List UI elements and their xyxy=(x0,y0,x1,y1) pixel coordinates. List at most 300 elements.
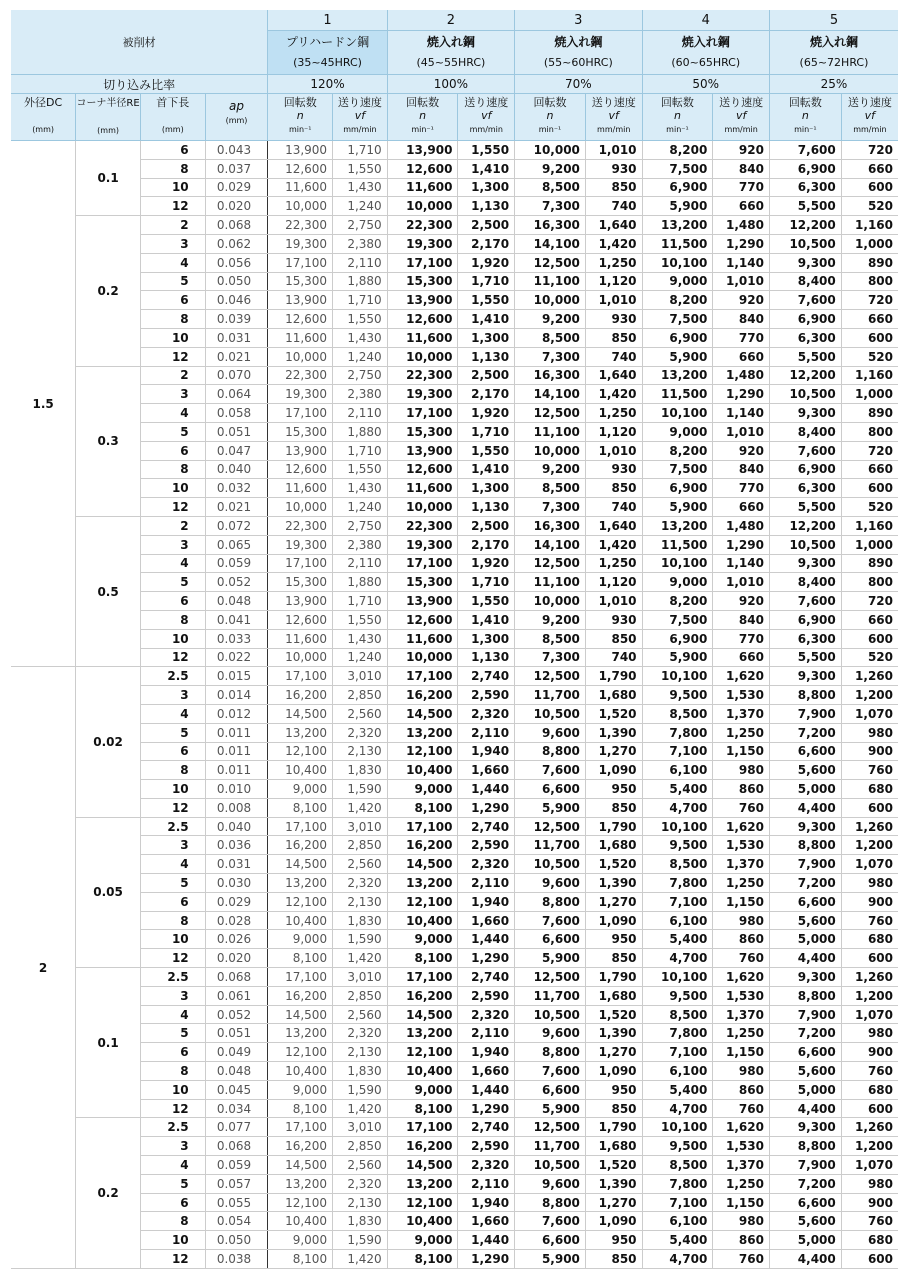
group-4-rev-header-symbol: n xyxy=(673,109,681,122)
ap-cell: 0.026 xyxy=(205,930,268,949)
table-row xyxy=(11,516,898,535)
group-3-rev-cell: 14,100 xyxy=(515,385,586,404)
group-3-feed-cell: 1,420 xyxy=(585,535,642,554)
group-4-rev-cell: 8,500 xyxy=(642,855,713,874)
group-2-feed-cell: 2,320 xyxy=(458,1156,515,1175)
group-3-feed-cell: 1,090 xyxy=(585,911,642,930)
group-3-feed-cell: 1,120 xyxy=(585,573,642,592)
group-3-rev-cell: 8,800 xyxy=(515,742,586,761)
group-1-feed-cell: 2,320 xyxy=(333,1024,388,1043)
group-3-rev-cell: 7,300 xyxy=(515,197,586,216)
group-5-feed-cell: 900 xyxy=(841,1043,898,1062)
table-row xyxy=(11,573,898,592)
group-4-ratio: 50% xyxy=(642,75,769,94)
group-1-rev-cell: 11,600 xyxy=(268,178,333,197)
group-4-feed-header-symbol: vf xyxy=(735,109,747,122)
group-5-feed-cell: 660 xyxy=(841,159,898,178)
group-5-rev-cell: 8,400 xyxy=(769,422,841,441)
group-4-rev-cell: 11,500 xyxy=(642,535,713,554)
group-1-feed-cell: 2,560 xyxy=(333,704,388,723)
group-2-rev-cell: 11,600 xyxy=(387,178,458,197)
group-2-ratio: 100% xyxy=(387,75,514,94)
group-5-rev-cell: 6,300 xyxy=(769,178,841,197)
group-2-feed-cell: 2,320 xyxy=(458,704,515,723)
group-1-feed-cell: 2,130 xyxy=(333,892,388,911)
group-3-feed-cell: 1,270 xyxy=(585,1043,642,1062)
ap-cell: 0.061 xyxy=(205,986,268,1005)
group-1-rev-cell: 17,100 xyxy=(268,554,333,573)
neck-length-cell: 4 xyxy=(140,253,205,272)
ap-cell: 0.077 xyxy=(205,1118,268,1137)
group-3-feed-cell: 1,270 xyxy=(585,892,642,911)
group-3-rev-cell: 8,800 xyxy=(515,1043,586,1062)
group-2-feed-cell: 1,550 xyxy=(458,291,515,310)
group-5-rev-cell: 10,500 xyxy=(769,234,841,253)
ap-cell: 0.065 xyxy=(205,535,268,554)
ratio-label: 切り込み比率 xyxy=(11,75,268,94)
group-5-feed-cell: 890 xyxy=(841,554,898,573)
group-2-rev-cell: 10,400 xyxy=(387,911,458,930)
group-4-rev-cell: 9,500 xyxy=(642,1137,713,1156)
table-row xyxy=(11,836,898,855)
group-5-feed-cell: 1,000 xyxy=(841,385,898,404)
table-row xyxy=(11,1062,898,1081)
group-5-feed-cell: 660 xyxy=(841,610,898,629)
re-header xyxy=(76,94,141,141)
neck-length-cell: 5 xyxy=(140,422,205,441)
group-5-feed-cell: 1,070 xyxy=(841,704,898,723)
group-5-feed-cell: 520 xyxy=(841,498,898,517)
ap-cell: 0.045 xyxy=(205,1080,268,1099)
group-3-feed-cell: 850 xyxy=(585,328,642,347)
table-row xyxy=(11,141,898,160)
group-1-feed-cell: 1,880 xyxy=(333,573,388,592)
ap-cell: 0.059 xyxy=(205,1156,268,1175)
ap-cell: 0.052 xyxy=(205,1005,268,1024)
table-header xyxy=(11,10,898,141)
group-2-rev-cell: 12,600 xyxy=(387,159,458,178)
neck-length-cell: 8 xyxy=(140,310,205,329)
neck-length-cell: 6 xyxy=(140,742,205,761)
group-4-rev-cell: 7,100 xyxy=(642,1193,713,1212)
group-2-rev-cell: 14,500 xyxy=(387,704,458,723)
group-4-rev-cell: 13,200 xyxy=(642,516,713,535)
group-4-number: 4 xyxy=(642,10,769,31)
group-5-rev-cell: 7,900 xyxy=(769,1005,841,1024)
group-5-feed-cell: 600 xyxy=(841,1099,898,1118)
table-row xyxy=(11,723,898,742)
group-2-rev-header-symbol: n xyxy=(419,109,427,122)
group-5-feed-cell: 1,260 xyxy=(841,968,898,987)
group-1-feed-cell: 1,420 xyxy=(333,1250,388,1269)
neck-length-cell: 3 xyxy=(140,385,205,404)
group-1-feed-cell: 1,550 xyxy=(333,460,388,479)
group-3-rev-cell: 16,300 xyxy=(515,366,586,385)
table-row xyxy=(11,216,898,235)
group-1-rev-cell: 11,600 xyxy=(268,629,333,648)
group-2-rev-cell: 15,300 xyxy=(387,422,458,441)
group-2-feed-cell: 1,660 xyxy=(458,761,515,780)
corner-radius-cell: 0.2 xyxy=(76,1118,141,1268)
group-5-feed-cell: 1,000 xyxy=(841,234,898,253)
group-4-feed-cell: 920 xyxy=(713,141,770,160)
group-1-feed-cell: 1,880 xyxy=(333,422,388,441)
neck-length-cell: 3 xyxy=(140,686,205,705)
group-5-feed-cell: 1,260 xyxy=(841,1118,898,1137)
group-1-rev-cell: 13,200 xyxy=(268,1024,333,1043)
neck-length-cell: 10 xyxy=(140,930,205,949)
ap-cell: 0.058 xyxy=(205,404,268,423)
re-header-label: コーナ半径RE xyxy=(76,98,140,109)
ap-cell: 0.020 xyxy=(205,949,268,968)
group-1-rev-cell: 15,300 xyxy=(268,573,333,592)
ap-cell: 0.031 xyxy=(205,328,268,347)
group-2-rev-cell: 9,000 xyxy=(387,1080,458,1099)
group-2-rev-cell: 9,000 xyxy=(387,780,458,799)
ap-cell: 0.037 xyxy=(205,159,268,178)
group-5-feed-cell: 600 xyxy=(841,1250,898,1269)
table-row xyxy=(11,366,898,385)
group-2-feed-cell: 1,940 xyxy=(458,892,515,911)
group-3-feed-cell: 930 xyxy=(585,460,642,479)
group-2-rev-cell: 17,100 xyxy=(387,667,458,686)
neck-length-cell: 12 xyxy=(140,798,205,817)
group-1-rev-cell: 16,200 xyxy=(268,986,333,1005)
group-2-feed-cell: 1,920 xyxy=(458,253,515,272)
ap-cell: 0.048 xyxy=(205,1062,268,1081)
table-row xyxy=(11,1156,898,1175)
group-5-rev-cell: 9,300 xyxy=(769,817,841,836)
group-2-feed-cell: 2,110 xyxy=(458,1024,515,1043)
group-1-rev-cell: 22,300 xyxy=(268,216,333,235)
group-2-feed-cell: 2,590 xyxy=(458,686,515,705)
group-4-rev-cell: 7,500 xyxy=(642,310,713,329)
group-3-number: 3 xyxy=(515,10,642,31)
group-4-rev-cell: 9,000 xyxy=(642,573,713,592)
group-4-rev-cell: 8,200 xyxy=(642,141,713,160)
group-1-feed-cell: 2,110 xyxy=(333,554,388,573)
ap-cell: 0.051 xyxy=(205,1024,268,1043)
neck-length-cell: 2 xyxy=(140,216,205,235)
group-3-rev-cell: 11,100 xyxy=(515,573,586,592)
table-row xyxy=(11,272,898,291)
group-1-rev-cell: 13,900 xyxy=(268,141,333,160)
group-3-feed-cell: 740 xyxy=(585,648,642,667)
group-3-feed-cell: 1,390 xyxy=(585,723,642,742)
group-4-material: 焼入れ鋼 xyxy=(642,31,769,52)
group-1-rev-cell: 15,300 xyxy=(268,272,333,291)
group-2-feed-cell: 2,740 xyxy=(458,968,515,987)
group-3-feed-cell: 1,010 xyxy=(585,441,642,460)
neck-length-cell: 8 xyxy=(140,761,205,780)
group-5-feed-cell: 680 xyxy=(841,780,898,799)
group-3-feed-header-symbol: vf xyxy=(608,109,619,122)
ap-cell: 0.068 xyxy=(205,1137,268,1156)
group-1-feed-cell: 2,850 xyxy=(333,836,388,855)
group-2-feed-cell: 1,130 xyxy=(458,347,515,366)
group-2-rev-cell: 8,100 xyxy=(387,1099,458,1118)
group-3-rev-cell: 12,500 xyxy=(515,817,586,836)
neck-length-cell: 2 xyxy=(140,516,205,535)
table-row xyxy=(11,1250,898,1269)
group-4-rev-cell: 6,100 xyxy=(642,1212,713,1231)
group-2-rev-header xyxy=(387,94,458,141)
group-5-rev-cell: 5,500 xyxy=(769,197,841,216)
group-3-feed-cell: 1,120 xyxy=(585,422,642,441)
neck-length-cell: 3 xyxy=(140,986,205,1005)
group-2-rev-cell: 15,300 xyxy=(387,573,458,592)
group-4-rev-cell: 7,500 xyxy=(642,610,713,629)
group-4-feed-cell: 1,370 xyxy=(713,704,770,723)
group-1-rev-cell: 12,600 xyxy=(268,610,333,629)
group-4-feed-cell: 1,370 xyxy=(713,855,770,874)
group-3-rev-cell: 12,500 xyxy=(515,968,586,987)
group-4-feed-cell: 1,370 xyxy=(713,1005,770,1024)
group-1-rev-cell: 22,300 xyxy=(268,366,333,385)
group-4-feed-cell: 660 xyxy=(713,648,770,667)
group-3-rev-cell: 7,300 xyxy=(515,498,586,517)
group-1-rev-cell: 12,100 xyxy=(268,1043,333,1062)
neck-length-cell: 3 xyxy=(140,1137,205,1156)
neck-length-cell: 12 xyxy=(140,648,205,667)
group-5-rev-header-symbol: n xyxy=(801,109,809,122)
ap-cell: 0.068 xyxy=(205,216,268,235)
ap-cell: 0.032 xyxy=(205,479,268,498)
table-row xyxy=(11,1212,898,1231)
group-2-rev-cell: 19,300 xyxy=(387,535,458,554)
group-3-rev-cell: 12,500 xyxy=(515,404,586,423)
group-1-feed-cell: 2,130 xyxy=(333,1193,388,1212)
group-4-rev-cell: 5,900 xyxy=(642,347,713,366)
group-1-rev-cell: 11,600 xyxy=(268,479,333,498)
group-2-feed-cell: 2,500 xyxy=(458,366,515,385)
group-4-rev-cell: 7,100 xyxy=(642,892,713,911)
neck-length-cell: 3 xyxy=(140,234,205,253)
group-3-feed-cell: 1,120 xyxy=(585,272,642,291)
group-2-rev-cell: 13,900 xyxy=(387,291,458,310)
group-5-rev-cell: 9,300 xyxy=(769,667,841,686)
neck-length-cell: 8 xyxy=(140,911,205,930)
ap-cell: 0.011 xyxy=(205,742,268,761)
group-4-feed-cell: 1,250 xyxy=(713,723,770,742)
group-3-rev-cell: 16,300 xyxy=(515,216,586,235)
group-5-rev-header-unit: min⁻¹ xyxy=(794,125,817,134)
group-1-rev-cell: 19,300 xyxy=(268,535,333,554)
group-2-feed-cell: 1,130 xyxy=(458,498,515,517)
ap-cell: 0.034 xyxy=(205,1099,268,1118)
group-2-feed-cell: 2,170 xyxy=(458,535,515,554)
group-1-feed-cell: 2,850 xyxy=(333,686,388,705)
neck-length-cell: 10 xyxy=(140,328,205,347)
group-5-feed-cell: 1,260 xyxy=(841,817,898,836)
group-1-feed-cell: 2,110 xyxy=(333,404,388,423)
group-3-rev-cell: 6,600 xyxy=(515,780,586,799)
outer-diameter-cell: 2 xyxy=(11,667,76,1269)
group-3-rev-cell: 9,200 xyxy=(515,310,586,329)
group-5-feed-cell: 760 xyxy=(841,761,898,780)
group-1-rev-header-symbol: n xyxy=(296,109,304,122)
group-3-feed-cell: 1,010 xyxy=(585,291,642,310)
group-1-rev-cell: 14,500 xyxy=(268,704,333,723)
group-4-rev-cell: 5,900 xyxy=(642,197,713,216)
group-5-feed-cell: 520 xyxy=(841,648,898,667)
group-2-feed-cell: 1,940 xyxy=(458,1193,515,1212)
group-2-rev-cell: 12,100 xyxy=(387,1193,458,1212)
group-3-rev-header-label: 回転数 xyxy=(533,96,567,109)
group-5-feed-cell: 600 xyxy=(841,798,898,817)
group-2-feed-cell: 1,940 xyxy=(458,1043,515,1062)
group-1-rev-cell: 10,400 xyxy=(268,1212,333,1231)
neck-length-cell: 5 xyxy=(140,723,205,742)
group-4-rev-header xyxy=(642,94,713,141)
group-1-rev-cell: 10,000 xyxy=(268,347,333,366)
group-3-rev-cell: 11,700 xyxy=(515,1137,586,1156)
group-3-feed-cell: 1,520 xyxy=(585,704,642,723)
group-1-rev-cell: 10,000 xyxy=(268,648,333,667)
group-1-rev-cell: 16,200 xyxy=(268,836,333,855)
group-2-rev-cell: 13,900 xyxy=(387,141,458,160)
group-3-feed-cell: 1,680 xyxy=(585,686,642,705)
group-1-rev-cell: 10,400 xyxy=(268,761,333,780)
group-2-feed-cell: 1,550 xyxy=(458,592,515,611)
group-4-feed-cell: 980 xyxy=(713,1062,770,1081)
group-1-feed-header-unit: mm/min xyxy=(343,125,377,134)
group-4-feed-cell: 1,290 xyxy=(713,385,770,404)
group-1-feed-cell: 1,830 xyxy=(333,1062,388,1081)
ap-cell: 0.031 xyxy=(205,855,268,874)
group-5-rev-cell: 5,600 xyxy=(769,761,841,780)
group-4-rev-cell: 10,100 xyxy=(642,404,713,423)
group-5-rev-cell: 7,600 xyxy=(769,441,841,460)
group-3-rev-cell: 5,900 xyxy=(515,798,586,817)
group-4-feed-cell: 860 xyxy=(713,1231,770,1250)
group-5-feed-cell: 890 xyxy=(841,253,898,272)
group-5-rev-cell: 6,300 xyxy=(769,328,841,347)
group-4-feed-cell: 660 xyxy=(713,197,770,216)
group-5-rev-cell: 9,300 xyxy=(769,404,841,423)
group-2-feed-cell: 2,110 xyxy=(458,723,515,742)
group-2-feed-cell: 1,550 xyxy=(458,441,515,460)
group-2-rev-cell: 10,400 xyxy=(387,1212,458,1231)
group-1-feed-cell: 3,010 xyxy=(333,968,388,987)
group-3-feed-cell: 930 xyxy=(585,310,642,329)
group-2-rev-cell: 9,000 xyxy=(387,1231,458,1250)
group-2-rev-cell: 12,600 xyxy=(387,460,458,479)
group-1-feed-cell: 2,850 xyxy=(333,1137,388,1156)
table-row xyxy=(11,610,898,629)
group-4-rev-cell: 9,500 xyxy=(642,686,713,705)
group-2-feed-cell: 1,290 xyxy=(458,949,515,968)
group-5-feed-cell: 660 xyxy=(841,460,898,479)
group-3-feed-cell: 950 xyxy=(585,780,642,799)
group-4-rev-header-unit: min⁻¹ xyxy=(666,125,689,134)
ap-cell: 0.021 xyxy=(205,498,268,517)
group-5-rev-cell: 7,200 xyxy=(769,723,841,742)
group-4-feed-cell: 840 xyxy=(713,310,770,329)
ap-cell: 0.029 xyxy=(205,892,268,911)
group-3-rev-cell: 6,600 xyxy=(515,930,586,949)
ap-cell: 0.072 xyxy=(205,516,268,535)
ap-cell: 0.012 xyxy=(205,704,268,723)
ap-header-symbol: ap xyxy=(229,99,244,113)
group-2-feed-cell: 2,500 xyxy=(458,216,515,235)
group-3-feed-cell: 850 xyxy=(585,479,642,498)
corner-radius-cell: 0.5 xyxy=(76,516,141,666)
table-row xyxy=(11,686,898,705)
group-1-feed-cell: 2,750 xyxy=(333,516,388,535)
group-4-rev-cell: 8,500 xyxy=(642,704,713,723)
group-3-rev-cell: 6,600 xyxy=(515,1080,586,1099)
group-2-rev-cell: 16,200 xyxy=(387,836,458,855)
table-row xyxy=(11,667,898,686)
ap-cell: 0.033 xyxy=(205,629,268,648)
group-3-feed-cell: 1,680 xyxy=(585,986,642,1005)
group-3-rev-cell: 12,500 xyxy=(515,253,586,272)
group-2-rev-cell: 22,300 xyxy=(387,516,458,535)
group-4-feed-cell: 1,010 xyxy=(713,272,770,291)
group-3-rev-cell: 8,800 xyxy=(515,1193,586,1212)
group-3-feed-cell: 1,250 xyxy=(585,404,642,423)
table-row xyxy=(11,1118,898,1137)
neck-length-cell: 4 xyxy=(140,554,205,573)
ap-cell: 0.047 xyxy=(205,441,268,460)
group-5-rev-cell: 4,400 xyxy=(769,1099,841,1118)
group-1-feed-cell: 1,590 xyxy=(333,930,388,949)
neck-length-cell: 2.5 xyxy=(140,1118,205,1137)
group-5-rev-cell: 5,500 xyxy=(769,648,841,667)
group-4-rev-cell: 5,900 xyxy=(642,498,713,517)
group-1-rev-cell: 13,900 xyxy=(268,592,333,611)
group-2-feed-cell: 1,290 xyxy=(458,798,515,817)
group-2-feed-cell: 2,110 xyxy=(458,874,515,893)
group-5-rev-cell: 4,400 xyxy=(769,1250,841,1269)
ap-cell: 0.008 xyxy=(205,798,268,817)
group-1-feed-cell: 2,110 xyxy=(333,253,388,272)
group-5-feed-cell: 890 xyxy=(841,404,898,423)
group-1-feed-cell: 1,240 xyxy=(333,648,388,667)
group-1-feed-cell: 3,010 xyxy=(333,817,388,836)
group-5-rev-cell: 5,000 xyxy=(769,1080,841,1099)
group-1-rev-cell: 17,100 xyxy=(268,253,333,272)
table-row xyxy=(11,1005,898,1024)
group-3-rev-cell: 9,600 xyxy=(515,723,586,742)
group-1-rev-cell: 13,200 xyxy=(268,723,333,742)
table-row xyxy=(11,328,898,347)
ap-cell: 0.038 xyxy=(205,1250,268,1269)
group-2-rev-cell: 19,300 xyxy=(387,385,458,404)
group-4-feed-cell: 760 xyxy=(713,949,770,968)
group-1-rev-cell: 14,500 xyxy=(268,1005,333,1024)
group-4-feed-cell: 1,530 xyxy=(713,836,770,855)
group-5-rev-cell: 9,300 xyxy=(769,253,841,272)
group-1-feed-header-symbol: vf xyxy=(354,109,366,122)
group-2-rev-cell: 16,200 xyxy=(387,1137,458,1156)
group-4-feed-cell: 860 xyxy=(713,930,770,949)
group-1-rev-cell: 11,600 xyxy=(268,328,333,347)
group-5-rev-cell: 5,000 xyxy=(769,780,841,799)
group-5-feed-cell: 600 xyxy=(841,949,898,968)
neck-length-cell: 10 xyxy=(140,1080,205,1099)
neck-length-cell: 6 xyxy=(140,141,205,160)
group-1-rev-cell: 9,000 xyxy=(268,930,333,949)
group-4-rev-cell: 9,000 xyxy=(642,272,713,291)
ap-cell: 0.010 xyxy=(205,780,268,799)
group-1-rev-cell: 8,100 xyxy=(268,949,333,968)
group-5-rev-header-label: 回転数 xyxy=(788,96,822,109)
table-row xyxy=(11,761,898,780)
neck-length-cell: 4 xyxy=(140,1156,205,1175)
corner-radius-cell: 0.1 xyxy=(76,141,141,216)
